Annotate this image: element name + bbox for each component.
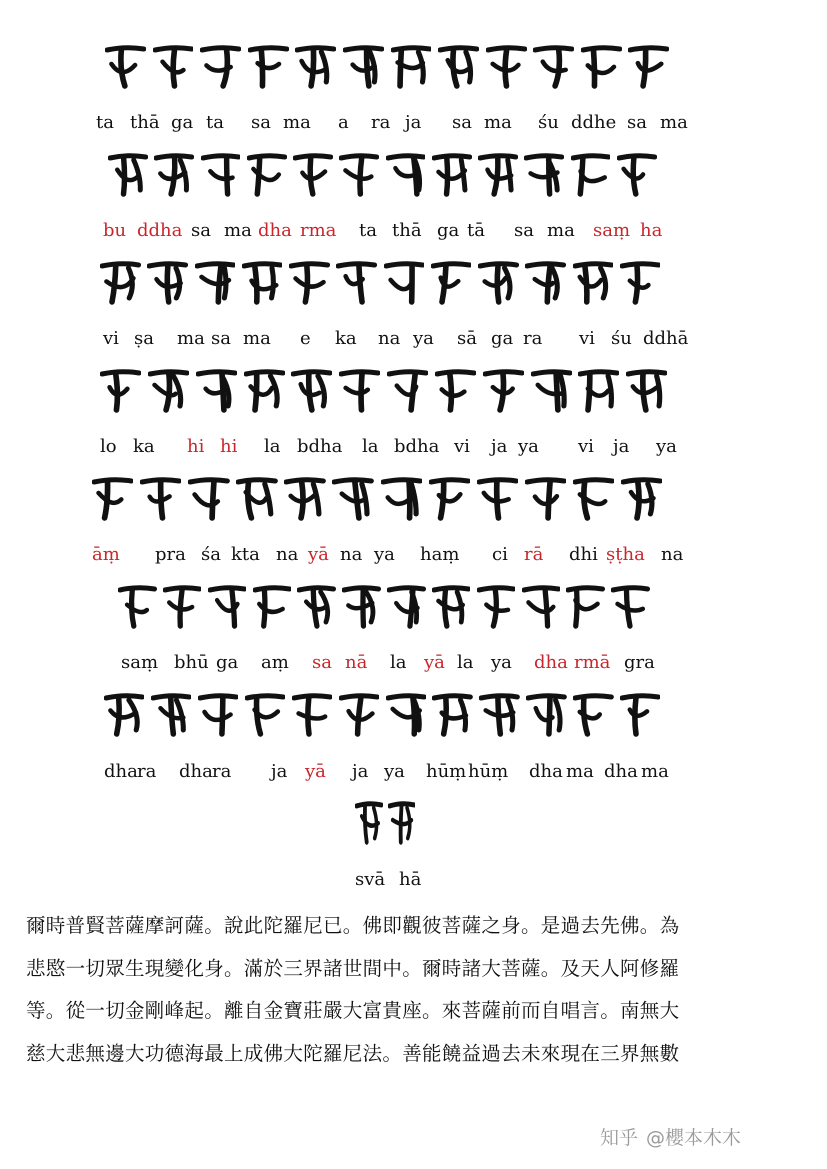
syllable: sa (191, 220, 211, 241)
syllable: sā (457, 328, 477, 349)
syllable: ra (137, 761, 157, 782)
siddham-glyph-icon (154, 150, 194, 198)
highlighted-syllable: nā (345, 652, 368, 673)
syllable: la (390, 652, 407, 673)
siddham-glyph-icon (100, 366, 141, 414)
syllable: ta (359, 220, 377, 241)
syllable: hūṃ (468, 761, 509, 782)
syllable: e (300, 328, 311, 349)
watermark-platform: 知乎 (600, 1126, 639, 1149)
siddham-glyph-icon (295, 42, 336, 90)
syllable: dha (104, 761, 138, 782)
syllable: ja (271, 761, 288, 782)
siddham-glyph-icon (253, 582, 292, 630)
syllable: na (276, 544, 299, 565)
syllable: tā (467, 220, 485, 241)
siddham-glyph-icon (332, 474, 373, 522)
siddham-glyph-icon (244, 366, 285, 414)
siddham-glyph-icon (297, 582, 336, 630)
syllable: ya (656, 436, 677, 457)
siddham-glyph-icon (526, 690, 566, 738)
siddham-glyph-icon (284, 474, 325, 522)
siddham-glyph-icon (522, 582, 561, 630)
siddham-glyph-icon (92, 474, 133, 522)
siddham-script-row (0, 474, 827, 522)
syllable: ra (523, 328, 543, 349)
siddham-glyph-icon (431, 258, 472, 306)
siddham-glyph-icon (291, 366, 332, 414)
transliteration-row (0, 219, 827, 243)
siddham-glyph-icon (525, 258, 566, 306)
highlighted-syllable: hi (220, 436, 238, 457)
siddham-glyph-icon (339, 690, 379, 738)
chinese-text-line: 悲愍一切眾生現變化身。滿於三界諸世間中。爾時諸大菩薩。及天人阿修羅 (26, 956, 680, 980)
siddham-glyph-icon (104, 690, 144, 738)
syllable: sa (251, 112, 271, 133)
siddham-glyph-icon (118, 582, 157, 630)
highlighted-syllable: dha (534, 652, 568, 673)
siddham-glyph-icon (384, 258, 425, 306)
siddham-script-row (0, 150, 827, 198)
siddham-glyph-icon (483, 366, 524, 414)
syllable: thā (392, 220, 422, 241)
siddham-glyph-icon (100, 258, 141, 306)
siddham-glyph-icon (336, 258, 377, 306)
syllable: ci (492, 544, 508, 565)
siddham-script-row (0, 798, 827, 846)
syllable: sa (211, 328, 231, 349)
syllable: lo (100, 436, 117, 457)
siddham-glyph-icon (196, 366, 237, 414)
siddham-glyph-icon (105, 42, 146, 90)
siddham-script-row (0, 258, 827, 306)
siddham-glyph-icon (247, 150, 287, 198)
siddham-glyph-icon (573, 258, 614, 306)
highlighted-syllable: yā (308, 544, 329, 565)
syllable: ṣa (134, 328, 154, 349)
siddham-glyph-icon (477, 582, 516, 630)
highlighted-syllable: hi (187, 436, 205, 457)
syllable: ja (405, 112, 422, 133)
chinese-text-line: 慈大悲無邊大功德海最上成佛大陀羅尼法。善能饒益過去未來現在三界無數 (26, 1041, 680, 1065)
siddham-glyph-icon (571, 150, 611, 198)
syllable: ga (171, 112, 194, 133)
siddham-glyph-icon (478, 258, 519, 306)
siddham-glyph-icon (200, 42, 241, 90)
syllable: hūṃ (426, 761, 467, 782)
syllable: dha (604, 761, 638, 782)
syllable: ddhe (571, 112, 617, 133)
syllable: ma (547, 220, 575, 241)
syllable: gra (624, 652, 655, 673)
syllable: ma (484, 112, 512, 133)
syllable: sa (627, 112, 647, 133)
siddham-glyph-icon (236, 474, 277, 522)
siddham-glyph-icon (195, 258, 236, 306)
siddham-glyph-icon (566, 582, 605, 630)
syllable: bdha (297, 436, 343, 457)
siddham-glyph-icon (391, 42, 432, 90)
syllable: sa (514, 220, 534, 241)
syllable: ra (371, 112, 391, 133)
siddham-glyph-icon (611, 582, 650, 630)
siddham-glyph-icon (140, 474, 181, 522)
syllable: ma (177, 328, 205, 349)
siddham-glyph-icon (617, 150, 657, 198)
siddham-glyph-icon (478, 150, 518, 198)
syllable: śu (538, 112, 559, 133)
chinese-text-line: 等。從一切金剛峰起。離自金寶莊嚴大富貴座。來菩薩前而自唱言。南無大 (26, 999, 680, 1022)
siddham-glyph-icon (343, 42, 384, 90)
syllable: ga (216, 652, 239, 673)
siddham-glyph-icon (578, 366, 619, 414)
syllable: ra (212, 761, 232, 782)
siddham-glyph-icon (163, 582, 202, 630)
siddham-glyph-icon (432, 582, 471, 630)
siddham-glyph-icon (387, 582, 426, 630)
syllable: bhū (174, 652, 209, 673)
siddham-glyph-icon (201, 150, 241, 198)
transliteration-row (0, 651, 827, 675)
syllable: ya (518, 436, 539, 457)
syllable: la (457, 652, 474, 673)
siddham-glyph-icon (355, 798, 383, 846)
syllable: ta (206, 112, 224, 133)
syllable: ja (491, 436, 508, 457)
siddham-glyph-icon (479, 690, 519, 738)
syllable: dha (179, 761, 213, 782)
highlighted-syllable: sa (312, 652, 332, 673)
syllable: ya (374, 544, 395, 565)
siddham-glyph-icon (208, 582, 247, 630)
syllable: ja (613, 436, 630, 457)
siddham-glyph-icon (245, 690, 285, 738)
siddham-glyph-icon (628, 42, 669, 90)
siddham-glyph-icon (477, 474, 518, 522)
siddham-glyph-icon (626, 366, 667, 414)
siddham-glyph-icon (581, 42, 622, 90)
siddham-script-row (0, 582, 827, 630)
syllable: dhi (569, 544, 598, 565)
syllable: bdha (394, 436, 440, 457)
syllable: ma (243, 328, 271, 349)
syllable: pra (155, 544, 186, 565)
transliteration-row (0, 868, 827, 892)
siddham-glyph-icon (147, 258, 188, 306)
syllable: ma (283, 112, 311, 133)
siddham-glyph-icon (108, 150, 148, 198)
syllable: vi (103, 328, 119, 349)
syllable: haṃ (420, 544, 460, 565)
highlighted-syllable: ddha (137, 220, 183, 241)
syllable: dha (529, 761, 563, 782)
transliteration-row (0, 543, 827, 567)
highlighted-syllable: yā (424, 652, 445, 673)
siddham-script-row (0, 42, 827, 90)
siddham-script-row (0, 366, 827, 414)
highlighted-syllable: ha (640, 220, 663, 241)
siddham-glyph-icon (386, 150, 426, 198)
siddham-glyph-icon (486, 42, 527, 90)
siddham-glyph-icon (339, 150, 379, 198)
highlighted-syllable: dha (258, 220, 292, 241)
transliteration-row (0, 111, 827, 135)
syllable: na (661, 544, 684, 565)
syllable: vi (578, 436, 594, 457)
siddham-glyph-icon (153, 42, 194, 90)
syllable: vi (454, 436, 470, 457)
syllable: thā (130, 112, 160, 133)
syllable: ma (660, 112, 688, 133)
syllable: ja (352, 761, 369, 782)
chinese-text-block (26, 905, 786, 1075)
chinese-text-line: 爾時普賢菩薩摩訶薩。說此陀羅尼已。佛即觀彼菩薩之身。是過去先佛。為 (26, 914, 680, 937)
syllable: na (340, 544, 363, 565)
siddham-glyph-icon (242, 258, 283, 306)
siddham-glyph-icon (188, 474, 229, 522)
transliteration-row (0, 760, 827, 784)
watermark-author: @櫻本木木 (646, 1126, 742, 1149)
syllable: ya (491, 652, 512, 673)
highlighted-syllable: rma (300, 220, 337, 241)
highlighted-syllable: rmā (574, 652, 611, 673)
siddham-glyph-icon (339, 366, 380, 414)
transliteration-row (0, 435, 827, 459)
siddham-glyph-icon (148, 366, 189, 414)
siddham-glyph-icon (289, 258, 330, 306)
syllable: śu (611, 328, 632, 349)
highlighted-syllable: bu (103, 220, 127, 241)
syllable: la (264, 436, 281, 457)
highlighted-syllable: saṃ (593, 220, 631, 241)
siddham-glyph-icon (198, 690, 238, 738)
syllable: saṃ (121, 652, 159, 673)
siddham-glyph-icon (573, 474, 614, 522)
siddham-glyph-icon (248, 42, 289, 90)
siddham-glyph-icon (621, 474, 662, 522)
siddham-glyph-icon (388, 798, 416, 846)
syllable: śa (201, 544, 221, 565)
syllable: ga (437, 220, 460, 241)
siddham-glyph-icon (342, 582, 381, 630)
highlighted-syllable: yā (305, 761, 326, 782)
siddham-script-row (0, 690, 827, 738)
syllable: aṃ (261, 652, 289, 673)
siddham-glyph-icon (525, 474, 566, 522)
siddham-glyph-icon (386, 690, 426, 738)
syllable: sa (452, 112, 472, 133)
highlighted-syllable: ṣṭha (606, 544, 645, 565)
siddham-glyph-icon (620, 258, 661, 306)
syllable: a (338, 112, 349, 133)
syllable: kta (231, 544, 260, 565)
siddham-glyph-icon (620, 690, 660, 738)
siddham-glyph-icon (432, 150, 472, 198)
siddham-glyph-icon (435, 366, 476, 414)
syllable: ga (491, 328, 514, 349)
siddham-glyph-icon (293, 150, 333, 198)
siddham-glyph-icon (429, 474, 470, 522)
siddham-glyph-icon (438, 42, 479, 90)
siddham-glyph-icon (432, 690, 472, 738)
syllable: la (362, 436, 379, 457)
syllable: ya (413, 328, 434, 349)
highlighted-syllable: rā (524, 544, 544, 565)
syllable: hā (399, 869, 422, 890)
highlighted-syllable: āṃ (92, 544, 120, 565)
syllable: ka (335, 328, 357, 349)
siddham-glyph-icon (533, 42, 574, 90)
syllable: ma (224, 220, 252, 241)
syllable: ddhā (643, 328, 689, 349)
syllable: vi (579, 328, 595, 349)
watermark (600, 1118, 741, 1154)
siddham-glyph-icon (573, 690, 613, 738)
syllable: ma (641, 761, 669, 782)
siddham-glyph-icon (151, 690, 191, 738)
siddham-glyph-icon (531, 366, 572, 414)
syllable: ta (96, 112, 114, 133)
transliteration-row (0, 327, 827, 351)
siddham-glyph-icon (387, 366, 428, 414)
syllable: ya (384, 761, 405, 782)
syllable: svā (355, 869, 386, 890)
siddham-glyph-icon (381, 474, 422, 522)
syllable: ka (133, 436, 155, 457)
syllable: ma (566, 761, 594, 782)
syllable: na (378, 328, 401, 349)
siddham-glyph-icon (292, 690, 332, 738)
siddham-glyph-icon (524, 150, 564, 198)
